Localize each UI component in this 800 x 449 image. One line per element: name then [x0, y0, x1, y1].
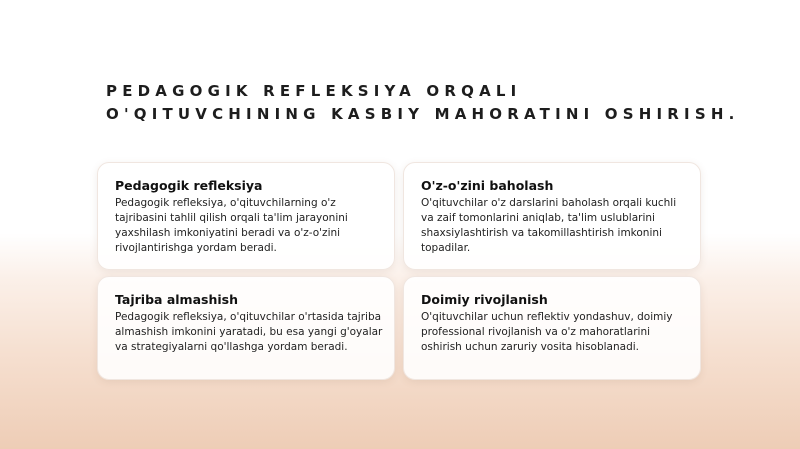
card-heading: Doimiy rivojlanish: [421, 292, 548, 307]
card-tajriba-almashish: [97, 276, 395, 380]
card-body: Pedagogik refleksiya, o'qituvchilar o'rtasida tajriba almashish imkonini yaratadi, bu esa yangi g'oyalar va strategiyalarni qo'llashga yordam beradi.: [115, 311, 383, 353]
card-pedagogik-refleksiya: [97, 162, 395, 270]
slide-title: [106, 80, 739, 126]
card-body: O'qituvchilar o'z darslarini baholash orqali kuchli va zaif tomonlarini aniqlab, ta'lim uslublarini shaxsiylashtirish va takomillashtirish imkonini topadilar.: [421, 197, 677, 254]
card-oz-ozini-baholash: [403, 162, 701, 270]
card-body: O'qituvchilar uchun reflektiv yondashuv, doimiy professional rivojlanish va o'z mahoratlarini oshirish uchun zaruriy vosita hisoblanadi.: [421, 311, 673, 353]
slide-title-line-2: O'QITUVCHINING KASBIY MAHORATINI OSHIRISH.: [106, 105, 740, 123]
card-doimiy-rivojlanish: [403, 276, 701, 380]
card-body: Pedagogik refleksiya, o'qituvchilarning o'z tajribasini tahlil qilish orqali ta'lim jarayonini yaxshilash imkoniyatini beradi va o'z-o'zini rivojlantirishga yordam beradi.: [115, 197, 348, 254]
card-heading: O'z-o'zini baholash: [421, 178, 554, 193]
card-heading: Pedagogik refleksiya: [115, 178, 263, 193]
slide-title-line-1: PEDAGOGIK REFLEKSIYA ORQALI: [106, 82, 522, 100]
card-heading: Tajriba almashish: [115, 292, 238, 307]
